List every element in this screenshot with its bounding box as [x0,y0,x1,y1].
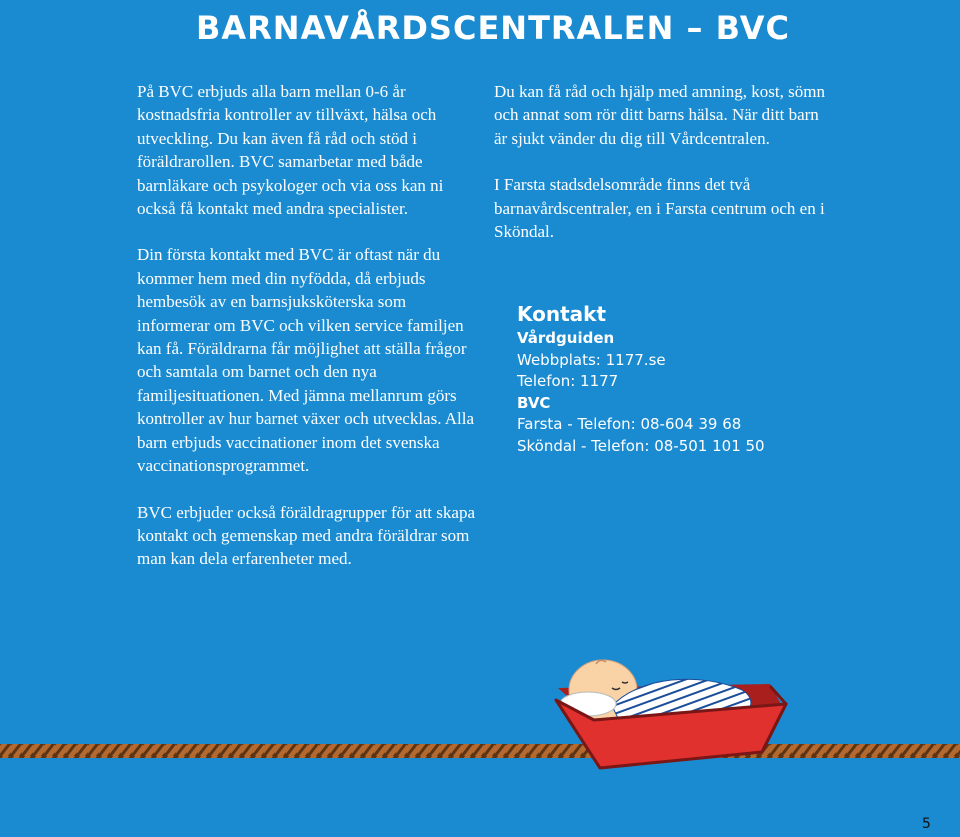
farsta-phone-line: Farsta - Telefon: 08-604 39 68 [517,415,742,433]
page-number: 5 [922,816,931,832]
right-column [494,80,829,266]
intro-paragraph: På BVC erbjuds alla barn mellan 0-6 år kostnadsfria kontroller av tillväxt, hälsa och utveckling. Du kan även få råd och stöd i föräldrarollen. BVC samarbetar med både barnläkare och psykologer och via oss kan ni också få kontakt med andra specialister. [137,82,444,219]
website-line: Webbplats: 1177.se [517,350,666,369]
vardguiden-label: Vårdguiden [517,329,615,347]
skondal-phone-line: Sköndal - Telefon: 08-501 101 50 [517,436,765,455]
contact-heading: Kontakt [517,302,607,326]
page-title: BARNAVÅRDSCENTRALEN – BVC [196,9,790,47]
parent-groups-paragraph: BVC erbjuder också föräldragrupper för att skapa kontakt och gemenskap med andra föräldrar som man kan dela erfarenheter med. [137,502,475,569]
left-column [137,80,477,594]
baby-basket-illustration [0,650,960,770]
contact-box [517,300,765,457]
phone-line: Telefon: 1177 [517,372,619,390]
farsta-centers-paragraph: I Farsta stadsdelsområde finns det två barnavårdscentraler, en i Farsta centrum och en i Sköndal. [494,175,825,242]
rope-icon [0,744,960,758]
bvc-label: BVC [517,393,551,412]
advice-paragraph: Du kan få råd och hjälp med amning, kost, sömn och annat som rör ditt barns hälsa. När ditt barn är sjukt vänder du dig till Vårdcentralen. [494,82,825,148]
first-contact-paragraph: Din första kontakt med BVC är oftast när du kommer hem med din nyfödda, då erbjuds hembesök av en barnsjuksköterska som informerar om BVC och vilken service familjen kan få. Föräldrarna får möjlighet att ställa frågor och samtala om barnet och den nya familjesituationen. Med jämna mellanrum görs kontroller av hur barnet växer och utvecklas. Alla barn erbjuds vaccinationer inom det svenska vaccinationsprogrammet. [137,245,475,476]
